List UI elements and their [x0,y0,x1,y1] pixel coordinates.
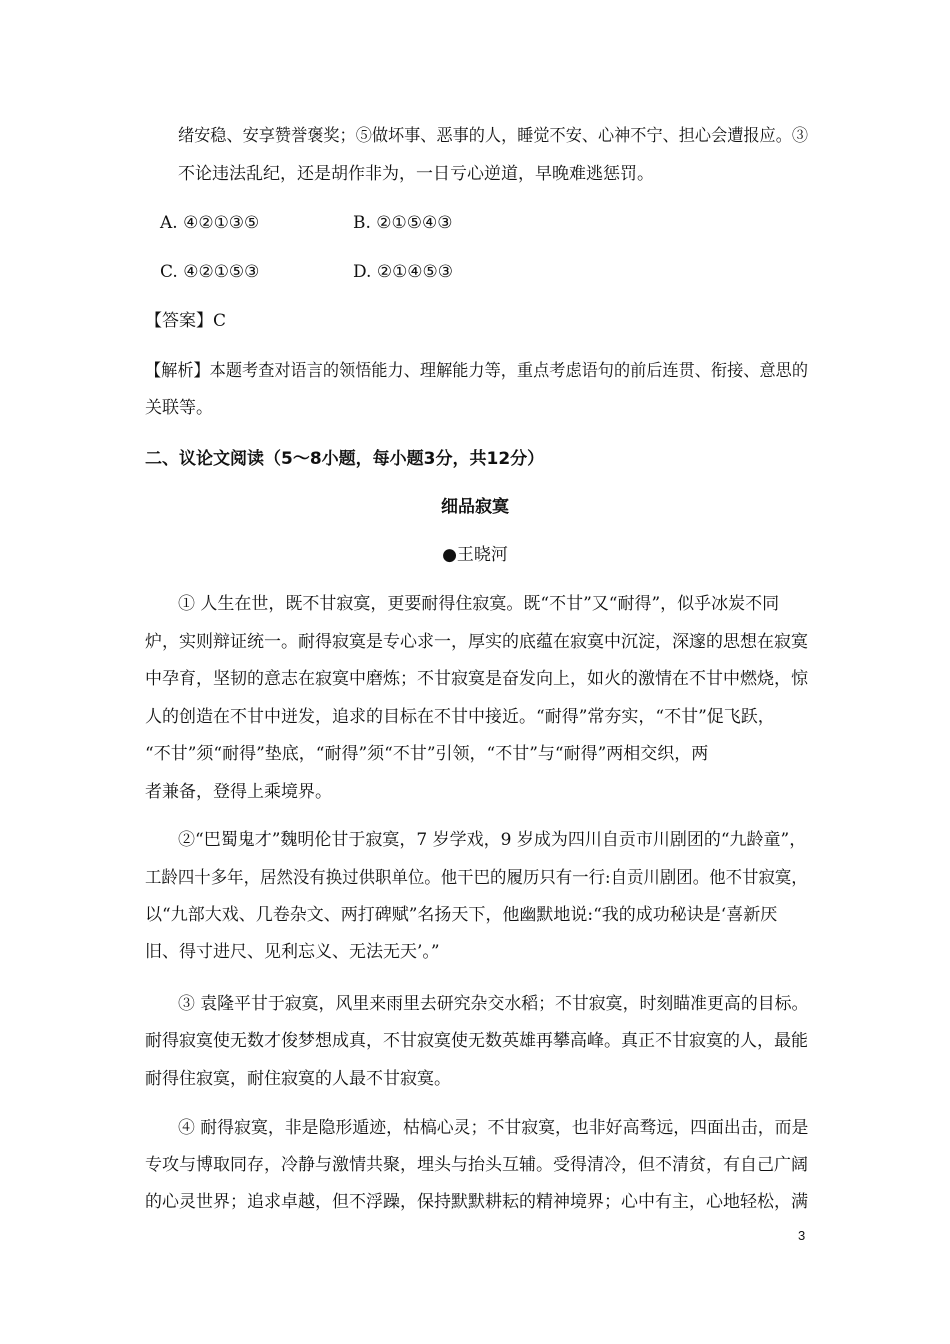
para3-line-1: ③ 袁隆平甘于寂寞，风里来雨里去研究杂交水稻；不甘寂寞，时刻瞄准更高的目标。 [178,994,809,1014]
para1-line-2: 炉，实则辩证统一。耐得寂寞是专心求一，厚实的底蕴在寂寞中沉淀，深邃的思想在寂寞 [145,632,808,652]
para3-line-2: 耐得寂寞使无数才俊梦想成真，不甘寂寞使无数英雄再攀高峰。真正不甘寂寞的人，最能 [145,1031,808,1051]
para4-line-2: 专攻与博取同存，冷静与激情共聚，埋头与抬头互辅。受得清冷，但不清贫，有自己广阔 [145,1155,808,1175]
para1-line-4: 人的创造在不甘中迸发，追求的目标在不甘中接近。“耐得”常夯实，“不甘”促飞跃， [145,707,775,727]
para1-line-5: “不甘”须“耐得”垫底，“耐得”须“不甘”引领，“不甘”与“耐得”两相交织，两 [145,744,709,764]
option-c: C. ④②①⑤③ [160,262,260,282]
para4-line-1: ④ 耐得寂寞，非是隐形遁迹，枯槁心灵；不甘寂寞，也非好高骛远，四面出击，而是 [178,1118,809,1138]
option-d: D. ②①④⑤③ [353,262,454,282]
para2-line-4: 旧、得寸进尺、见利忘义、无法无天’。” [145,942,440,962]
para1-line-3: 中孕育，坚韧的意志在寂寞中磨炼；不甘寂寞是奋发向上，如火的激情在不甘中燃烧，惊 [145,669,808,689]
analysis-line-2: 关联等。 [145,398,213,418]
option-a: A. ④②①③⑤ [160,213,260,233]
option-b: B. ②①⑤④③ [353,213,453,233]
article-author: ●王晓河 [442,545,508,565]
q4-continuation-line-1: 绪安稳、安享赞誉褒奖；⑤做坏事、恶事的人，睡觉不安、心神不宁、担心会遭报应。③ [178,126,808,146]
para4-line-3: 的心灵世界；追求卓越，但不浮躁，保持默默耕耘的精神境界；心中有主，心地轻松，满 [145,1192,808,1212]
para3-line-3: 耐得住寂寞，耐住寂寞的人最不甘寂寞。 [145,1069,451,1089]
article-title: 细品寂寞 [441,497,509,517]
answer: 【答案】C [145,311,227,331]
para1-line-6: 者兼备，登得上乘境界。 [145,782,332,802]
q4-continuation-line-2: 不论违法乱纪，还是胡作非为，一日亏心逆道，早晚难逃惩罚。 [178,164,654,184]
page-number: 3 [798,1228,806,1243]
para2-line-1: ②“巴蜀鬼才”魏明伦甘于寂寞，7 岁学戏，9 岁成为四川自贡市川剧团的“九龄童”， [178,830,807,850]
para1-line-1: ① 人生在世，既不甘寂寞，更要耐得住寂寞。既“不甘”又“耐得”，似乎冰炭不同 [178,594,780,614]
section-heading: 二、议论文阅读（5～8小题，每小题3分，共12分） [145,449,545,469]
para2-line-3: 以“九部大戏、几卷杂文、两打碑赋”名扬天下，他幽默地说:“我的成功秘诀是‘喜新厌 [145,905,778,925]
para2-line-2: 工龄四十多年，居然没有换过供职单位。他干巴的履历只有一行:自贡川剧团。他不甘寂寞， [145,868,808,888]
analysis-line-1: 【解析】本题考查对语言的领悟能力、理解能力等，重点考虑语句的前后连贯、衔接、意思的 [145,361,808,381]
